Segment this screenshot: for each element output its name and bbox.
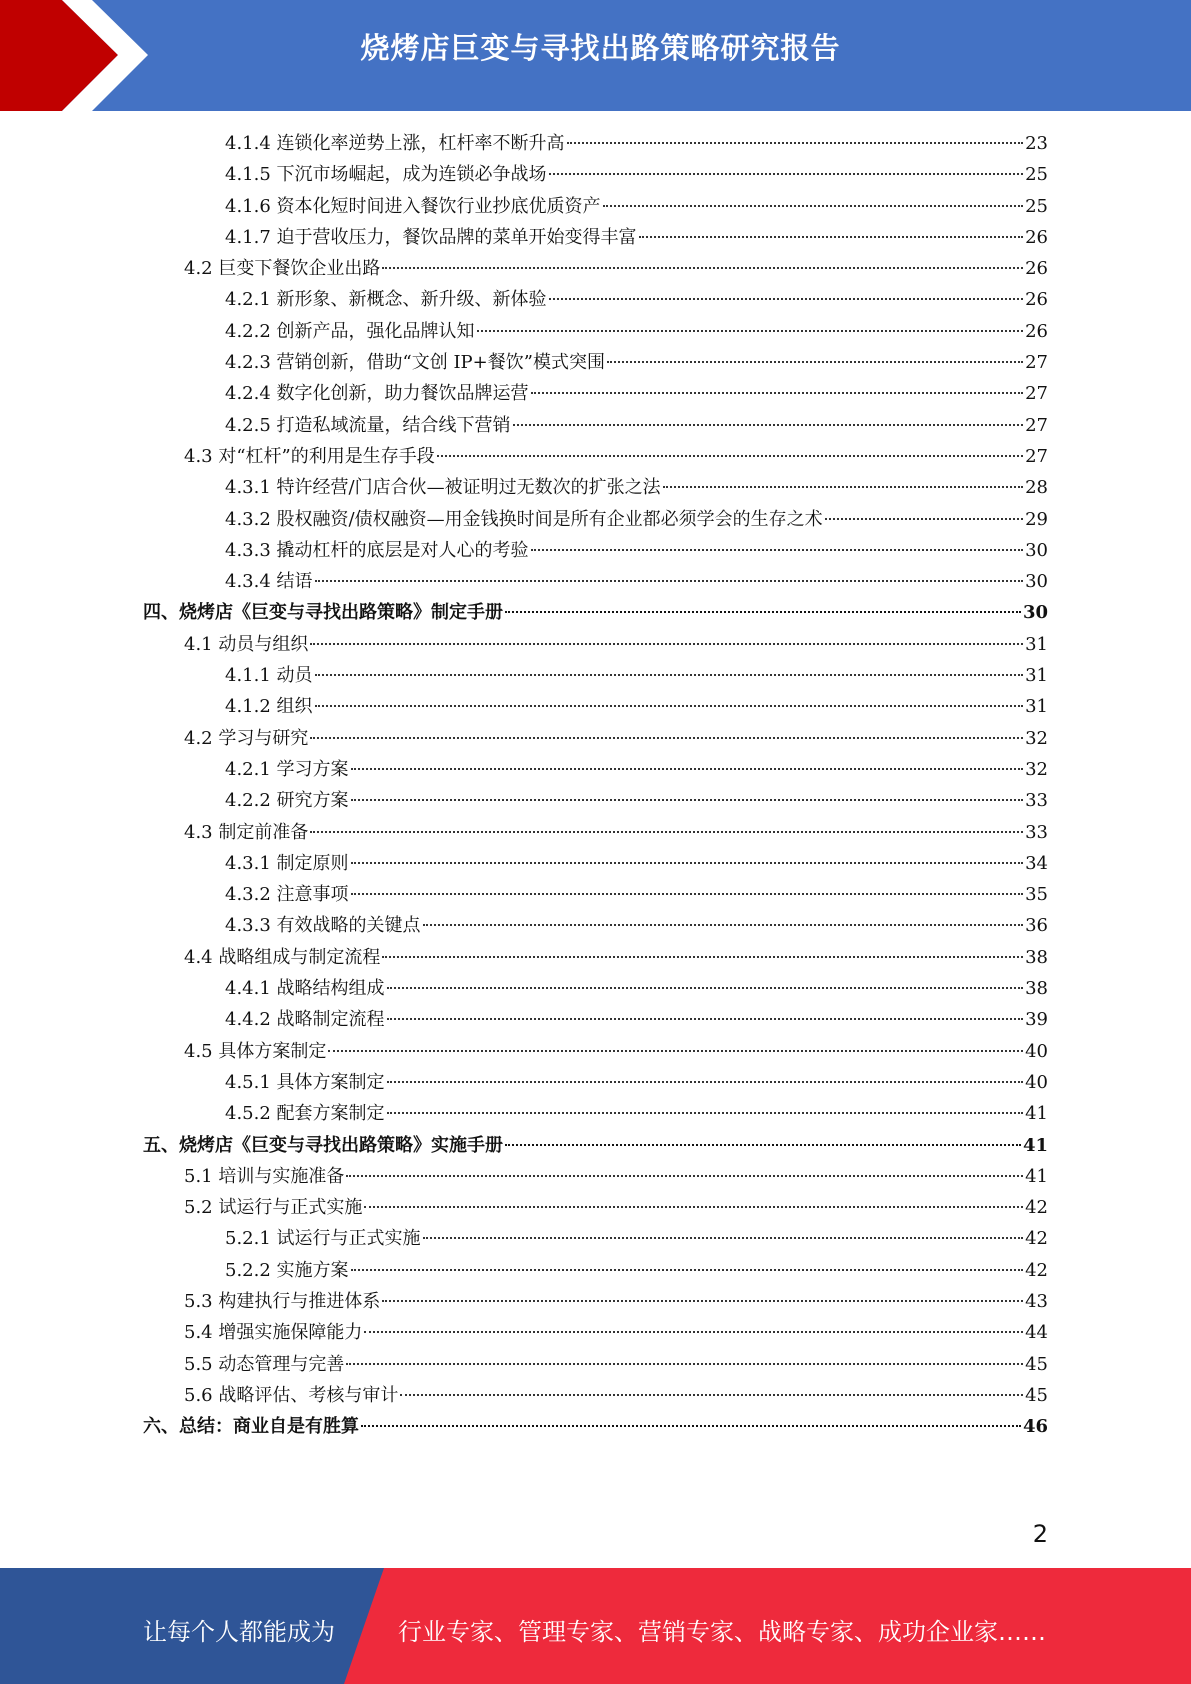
toc-entry-page: 42: [1025, 1197, 1048, 1219]
toc-entry-page: 40: [1025, 1071, 1048, 1093]
toc-leader-dots: [505, 1144, 1021, 1146]
toc-entry-page: 42: [1025, 1228, 1048, 1250]
toc-entry[interactable]: [0, 410, 1191, 441]
toc-entry[interactable]: [0, 222, 1191, 253]
toc-entry-title: 4.4 战略组成与制定流程: [184, 946, 381, 968]
toc-entry-title: 4.1.4 连锁化率逆势上涨，杠杆率不断升高: [225, 133, 565, 154]
toc-entry-title: 4.2.4 数字化创新，助力餐饮品牌运营: [225, 383, 529, 405]
toc-entry[interactable]: [0, 1349, 1191, 1380]
toc-entry[interactable]: [0, 535, 1191, 566]
toc-entry[interactable]: [0, 910, 1191, 941]
toc-leader-dots: [351, 862, 1024, 864]
toc-entry[interactable]: [0, 1098, 1191, 1129]
toc-leader-dots: [351, 893, 1024, 895]
footer-slogan-left: 让每个人都能成为: [143, 1618, 335, 1646]
toc-entry-page: 41: [1022, 1134, 1048, 1156]
toc-entry-title: 4.2.3 营销创新，借助“文创 IP+餐饮”模式突围: [225, 352, 605, 374]
toc-entry[interactable]: [0, 1286, 1191, 1317]
toc-leader-dots: [477, 330, 1024, 332]
toc-entry-page: 38: [1025, 946, 1048, 968]
toc-entry[interactable]: [0, 253, 1191, 284]
toc-entry-page: 30: [1022, 602, 1048, 624]
toc-entry-page: 28: [1025, 477, 1048, 499]
toc-entry-title: 4.3.1 特许经营/门店合伙—被证明过无数次的扩张之法: [225, 477, 661, 499]
toc-leader-dots: [607, 361, 1023, 363]
toc-entry-title: 4.3.2 股权融资/债权融资—用金钱换时间是所有企业都必须学会的生存之术: [225, 508, 823, 530]
toc-entry-page: 31: [1025, 633, 1048, 655]
toc-entry-page: 45: [1025, 1384, 1048, 1406]
toc-entry-title: 4.4.1 战略结构组成: [225, 978, 385, 1000]
toc-entry-page: 46: [1022, 1416, 1048, 1438]
header-banner: [0, 0, 1191, 111]
toc-leader-dots: [364, 1331, 1023, 1333]
toc-leader-dots: [549, 298, 1024, 300]
toc-entry[interactable]: [0, 1192, 1191, 1223]
toc-entry-title: 4.5 具体方案制定: [184, 1040, 327, 1062]
toc-entry-title: 4.1.2 组织: [225, 696, 313, 718]
toc-leader-dots: [825, 518, 1024, 520]
toc-entry-page: 40: [1025, 1040, 1048, 1062]
toc-entry-page: 33: [1025, 790, 1048, 812]
toc-leader-dots: [423, 924, 1024, 926]
toc-leader-dots: [567, 142, 1024, 144]
toc-entry-title: 五、烧烤店《巨变与寻找出路策略》实施手册: [143, 1134, 503, 1156]
toc-entry[interactable]: [0, 191, 1191, 222]
toc-entry[interactable]: [0, 1223, 1191, 1254]
toc-entry-title: 4.3.1 制定原则: [225, 852, 349, 874]
toc-entry[interactable]: [0, 1067, 1191, 1098]
toc-leader-dots: [346, 1175, 1023, 1177]
toc-entry[interactable]: [0, 1004, 1191, 1035]
toc-entry-page: 29: [1025, 508, 1048, 530]
toc-entry-title: 5.4 增强实施保障能力: [184, 1322, 363, 1344]
toc-entry[interactable]: [0, 378, 1191, 409]
toc-entry[interactable]: [0, 347, 1191, 378]
toc-entry-page: 30: [1025, 571, 1048, 593]
toc-entry[interactable]: [0, 1130, 1191, 1161]
toc-entry[interactable]: [0, 973, 1191, 1004]
toc-leader-dots: [400, 1394, 1023, 1396]
toc-entry[interactable]: [0, 1036, 1191, 1067]
toc-entry[interactable]: [0, 723, 1191, 754]
toc-entry-page: 27: [1025, 352, 1048, 374]
toc-leader-dots: [315, 580, 1024, 582]
toc-leader-dots: [549, 173, 1024, 175]
toc-entry-title: 4.4.2 战略制定流程: [225, 1009, 385, 1031]
toc-entry-title: 4.3.4 结语: [225, 571, 313, 593]
toc-leader-dots: [387, 1018, 1024, 1020]
toc-entry-page: 31: [1025, 696, 1048, 718]
toc-entry-page: 26: [1025, 258, 1048, 280]
toc-entry[interactable]: [0, 629, 1191, 660]
toc-entry-page: 34: [1025, 852, 1048, 874]
toc-entry-page: 45: [1025, 1353, 1048, 1375]
toc-entry[interactable]: [0, 504, 1191, 535]
toc-entry[interactable]: [0, 785, 1191, 816]
toc-leader-dots: [351, 799, 1024, 801]
toc-entry-title: 4.2.2 研究方案: [225, 790, 349, 812]
toc-entry[interactable]: [0, 1161, 1191, 1192]
toc-entry[interactable]: [0, 1411, 1191, 1442]
toc-entry-page: 39: [1025, 1009, 1048, 1031]
toc-entry-page: 38: [1025, 978, 1048, 1000]
toc-entry-page: 27: [1025, 445, 1048, 467]
toc-leader-dots: [387, 1112, 1024, 1114]
table-of-contents: [0, 128, 1191, 1442]
toc-leader-dots: [310, 643, 1023, 645]
toc-entry-page: 25: [1025, 195, 1048, 217]
toc-leader-dots: [361, 1425, 1021, 1427]
toc-entry-title: 5.2.1 试运行与正式实施: [225, 1228, 421, 1250]
toc-entry-title: 4.2.5 打造私域流量，结合线下营销: [225, 414, 511, 436]
toc-entry[interactable]: [0, 1255, 1191, 1286]
toc-entry-title: 六、总结：商业自是有胜算: [143, 1416, 359, 1438]
toc-entry-page: 41: [1025, 1103, 1048, 1125]
toc-leader-dots: [351, 768, 1024, 770]
toc-entry-title: 5.5 动态管理与完善: [184, 1353, 345, 1375]
toc-leader-dots: [387, 1081, 1024, 1083]
toc-entry-title: 4.2 巨变下餐饮企业出路: [184, 258, 381, 280]
toc-leader-dots: [382, 1300, 1023, 1302]
toc-entry-title: 4.1.5 下沉市场崛起，成为连锁必争战场: [225, 164, 547, 186]
toc-entry[interactable]: [0, 691, 1191, 722]
toc-entry[interactable]: [0, 817, 1191, 848]
toc-entry-title: 4.2.2 创新产品，强化品牌认知: [225, 320, 475, 342]
report-title: 烧烤店巨变与寻找出路策略研究报告: [360, 31, 841, 65]
toc-entry[interactable]: [0, 879, 1191, 910]
toc-entry-title: 4.3.3 有效战略的关键点: [225, 915, 421, 937]
toc-entry[interactable]: [0, 316, 1191, 347]
toc-entry-page: 33: [1025, 821, 1048, 843]
toc-leader-dots: [315, 674, 1024, 676]
footer-slogan-right: 行业专家、管理专家、营销专家、战略专家、成功企业家……: [398, 1618, 1046, 1646]
toc-entry-page: 27: [1025, 414, 1048, 436]
toc-entry-page: 35: [1025, 884, 1048, 906]
toc-entry-page: 31: [1025, 665, 1048, 687]
toc-entry-page: 30: [1025, 539, 1048, 561]
toc-entry-title: 4.1.6 资本化短时间进入餐饮行业抄底优质资产: [225, 195, 601, 217]
toc-entry-title: 四、烧烤店《巨变与寻找出路策略》制定手册: [143, 602, 503, 624]
toc-entry-title: 4.3 制定前准备: [184, 821, 309, 843]
toc-entry-title: 4.1.1 动员: [225, 665, 313, 687]
toc-leader-dots: [328, 1050, 1023, 1052]
toc-leader-dots: [315, 705, 1024, 707]
toc-entry-title: 5.2.2 实施方案: [225, 1259, 349, 1281]
toc-entry-title: 4.2.1 新形象、新概念、新升级、新体验: [225, 289, 547, 311]
toc-leader-dots: [663, 486, 1024, 488]
toc-entry[interactable]: [0, 472, 1191, 503]
toc-leader-dots: [505, 611, 1021, 613]
toc-leader-dots: [531, 549, 1024, 551]
toc-entry[interactable]: [0, 660, 1191, 691]
toc-entry-title: 4.3.2 注意事项: [225, 884, 349, 906]
toc-entry-page: 27: [1025, 383, 1048, 405]
toc-entry-title: 4.1.7 迫于营收压力，餐饮品牌的菜单开始变得丰富: [225, 226, 637, 248]
toc-entry-page: 32: [1025, 758, 1048, 780]
toc-leader-dots: [346, 1363, 1023, 1365]
toc-leader-dots: [364, 1206, 1023, 1208]
toc-entry[interactable]: [0, 441, 1191, 472]
toc-leader-dots: [387, 987, 1024, 989]
toc-entry-title: 4.3.3 撬动杠杆的底层是对人心的考验: [225, 539, 529, 561]
toc-entry[interactable]: [0, 159, 1191, 190]
toc-entry-title: 4.5.1 具体方案制定: [225, 1071, 385, 1093]
toc-entry-page: 41: [1025, 1165, 1048, 1187]
toc-entry[interactable]: [0, 1380, 1191, 1411]
header-red-chevron: [0, 0, 135, 111]
toc-leader-dots: [310, 831, 1023, 833]
toc-entry[interactable]: [0, 566, 1191, 597]
toc-entry-title: 5.2 试运行与正式实施: [184, 1197, 363, 1219]
toc-leader-dots: [382, 956, 1023, 958]
toc-entry[interactable]: [0, 284, 1191, 315]
toc-leader-dots: [531, 392, 1024, 394]
toc-leader-dots: [603, 205, 1024, 207]
toc-entry-title: 4.1 动员与组织: [184, 633, 309, 655]
toc-leader-dots: [437, 455, 1023, 457]
toc-entry[interactable]: [0, 1317, 1191, 1348]
toc-entry-page: 26: [1025, 226, 1048, 248]
toc-leader-dots: [382, 267, 1023, 269]
toc-entry-title: 4.2.1 学习方案: [225, 758, 349, 780]
toc-entry[interactable]: [0, 597, 1191, 628]
toc-entry-title: 5.3 构建执行与推进体系: [184, 1290, 381, 1312]
footer-banner: [0, 1568, 1191, 1684]
toc-entry-page: 42: [1025, 1259, 1048, 1281]
toc-entry-page: 23: [1025, 133, 1048, 154]
toc-entry-page: 32: [1025, 727, 1048, 749]
toc-entry-title: 4.3 对“杠杆”的利用是生存手段: [184, 445, 435, 467]
toc-entry-title: 4.2 学习与研究: [184, 727, 309, 749]
toc-entry[interactable]: [0, 848, 1191, 879]
toc-entry-page: 25: [1025, 164, 1048, 186]
toc-entry-page: 26: [1025, 320, 1048, 342]
toc-entry-title: 5.1 培训与实施准备: [184, 1165, 345, 1187]
toc-entry[interactable]: [0, 128, 1191, 159]
toc-leader-dots: [310, 737, 1023, 739]
toc-entry-page: 36: [1025, 915, 1048, 937]
toc-leader-dots: [423, 1237, 1024, 1239]
toc-entry-title: 5.6 战略评估、考核与审计: [184, 1384, 399, 1406]
toc-entry-page: 43: [1025, 1290, 1048, 1312]
toc-leader-dots: [639, 236, 1024, 238]
toc-entry-page: 26: [1025, 289, 1048, 311]
toc-entry[interactable]: [0, 754, 1191, 785]
toc-entry-title: 4.5.2 配套方案制定: [225, 1103, 385, 1125]
toc-leader-dots: [351, 1269, 1024, 1271]
toc-entry-page: 44: [1025, 1322, 1048, 1344]
toc-leader-dots: [513, 424, 1024, 426]
page-number: 2: [1032, 1520, 1048, 1548]
toc-entry[interactable]: [0, 942, 1191, 973]
